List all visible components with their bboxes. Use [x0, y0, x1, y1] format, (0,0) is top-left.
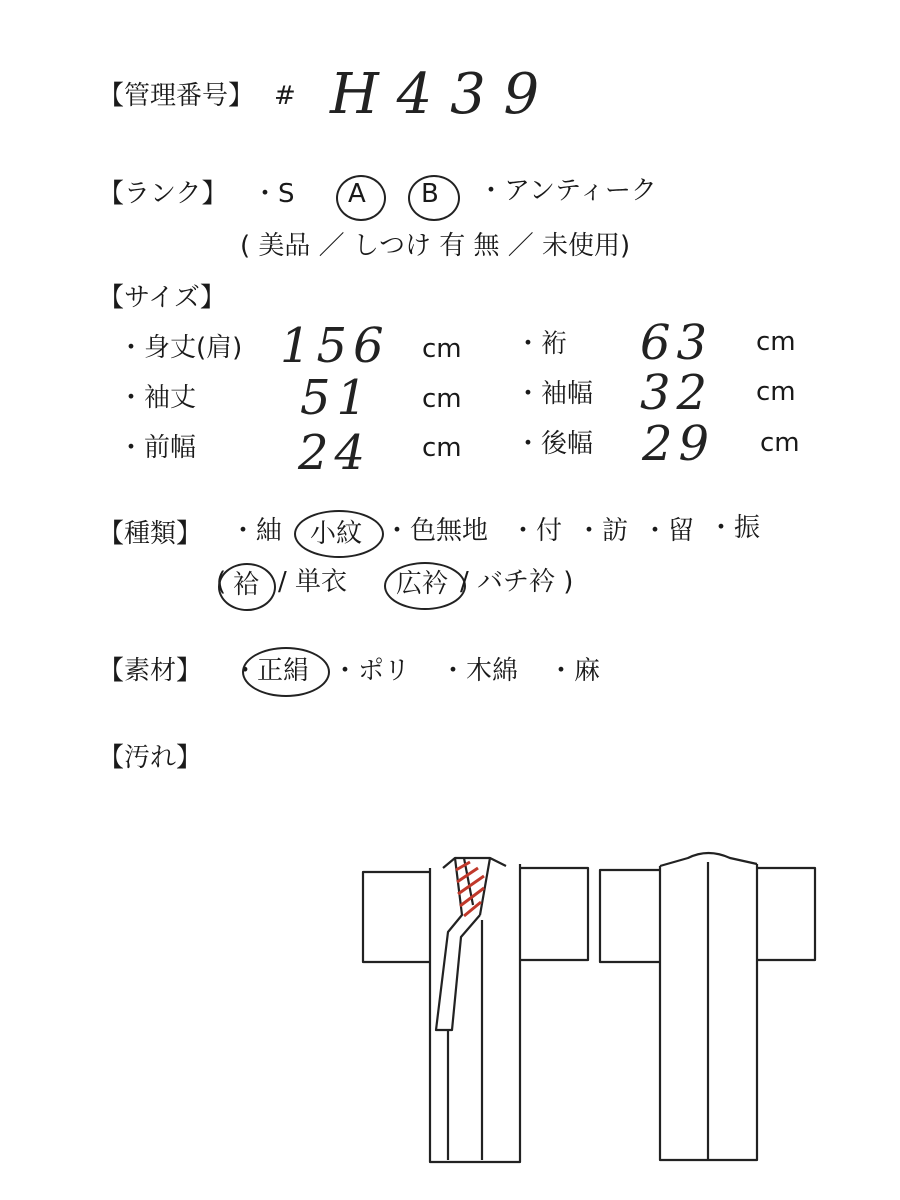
- kind-option-tsuke: ・付: [510, 516, 563, 546]
- kind-line2-open-paren: (: [216, 567, 227, 597]
- kind-option-houmon: ・訪: [576, 516, 629, 546]
- rank-option-a: A: [348, 179, 366, 209]
- size-label: 【サイズ】: [98, 283, 226, 313]
- material-option-cotton: ・木綿: [440, 656, 519, 686]
- kimono-back-view: [600, 853, 815, 1160]
- size-item-unit-height: cm: [422, 334, 462, 364]
- kind-option-komon: 小紋: [310, 519, 363, 549]
- size-item-value-height: 156: [280, 318, 390, 374]
- size-item-label-sodehaba: ・袖幅: [515, 379, 594, 409]
- size-item-value-maehaba: 24: [298, 425, 372, 481]
- kind-option-bachieri: / バチ衿 ): [460, 567, 574, 597]
- size-item-unit-ushirohaba: cm: [760, 428, 800, 458]
- size-item-unit-sodetake: cm: [422, 384, 462, 414]
- rank-option-s: ・S: [252, 179, 295, 209]
- kind-option-hiroeri: 広衿: [396, 569, 449, 599]
- material-option-silk: 正絹: [257, 656, 310, 686]
- size-item-unit-maehaba: cm: [422, 433, 462, 463]
- kind-option-tsumugi: ・紬: [230, 516, 283, 546]
- material-label: 【素材】: [98, 656, 203, 686]
- size-item-label-maehaba: ・前幅: [118, 433, 197, 463]
- size-item-unit-sodehaba: cm: [756, 377, 796, 407]
- size-item-value-sodehaba: 32: [640, 365, 714, 421]
- material-option-hemp: ・麻: [548, 656, 601, 686]
- kind-option-furi: ・振: [708, 513, 761, 543]
- kind-option-tome: ・留: [642, 516, 695, 546]
- kind-option-hitoe: / 単衣: [278, 567, 348, 597]
- material-dot: ・: [232, 656, 259, 686]
- rank-label: 【ランク】: [98, 179, 228, 209]
- stain-label: 【汚れ】: [98, 743, 203, 773]
- kind-option-iromuji: ・色無地: [384, 516, 489, 546]
- size-item-value-yuki: 63: [640, 315, 714, 371]
- kimono-front-view: [363, 858, 588, 1162]
- size-item-label-ushirohaba: ・後幅: [515, 429, 594, 459]
- material-option-poly: ・ポリ: [332, 656, 411, 686]
- size-item-value-sodetake: 51: [300, 370, 374, 426]
- rank-condition-line: ( 美品 ／ しつけ 有 無 ／ 未使用): [240, 231, 631, 261]
- size-item-value-ushirohaba: 29: [642, 416, 716, 472]
- rank-option-b: B: [421, 179, 439, 209]
- size-item-label-yuki: ・裄: [515, 329, 568, 359]
- mgmt-number-value: H 4 3 9: [330, 62, 540, 127]
- kind-option-awase: 袷: [233, 570, 260, 600]
- kind-label: 【種類】: [98, 519, 203, 549]
- mgmt-hash: #: [274, 81, 296, 111]
- size-item-unit-yuki: cm: [756, 327, 796, 357]
- rank-option-antique: ・アンティーク: [478, 176, 657, 206]
- mgmt-number-label: 【管理番号】: [98, 81, 255, 111]
- size-item-label-sodetake: ・袖丈: [118, 383, 197, 413]
- size-item-label-height: ・身丈(肩): [118, 333, 243, 363]
